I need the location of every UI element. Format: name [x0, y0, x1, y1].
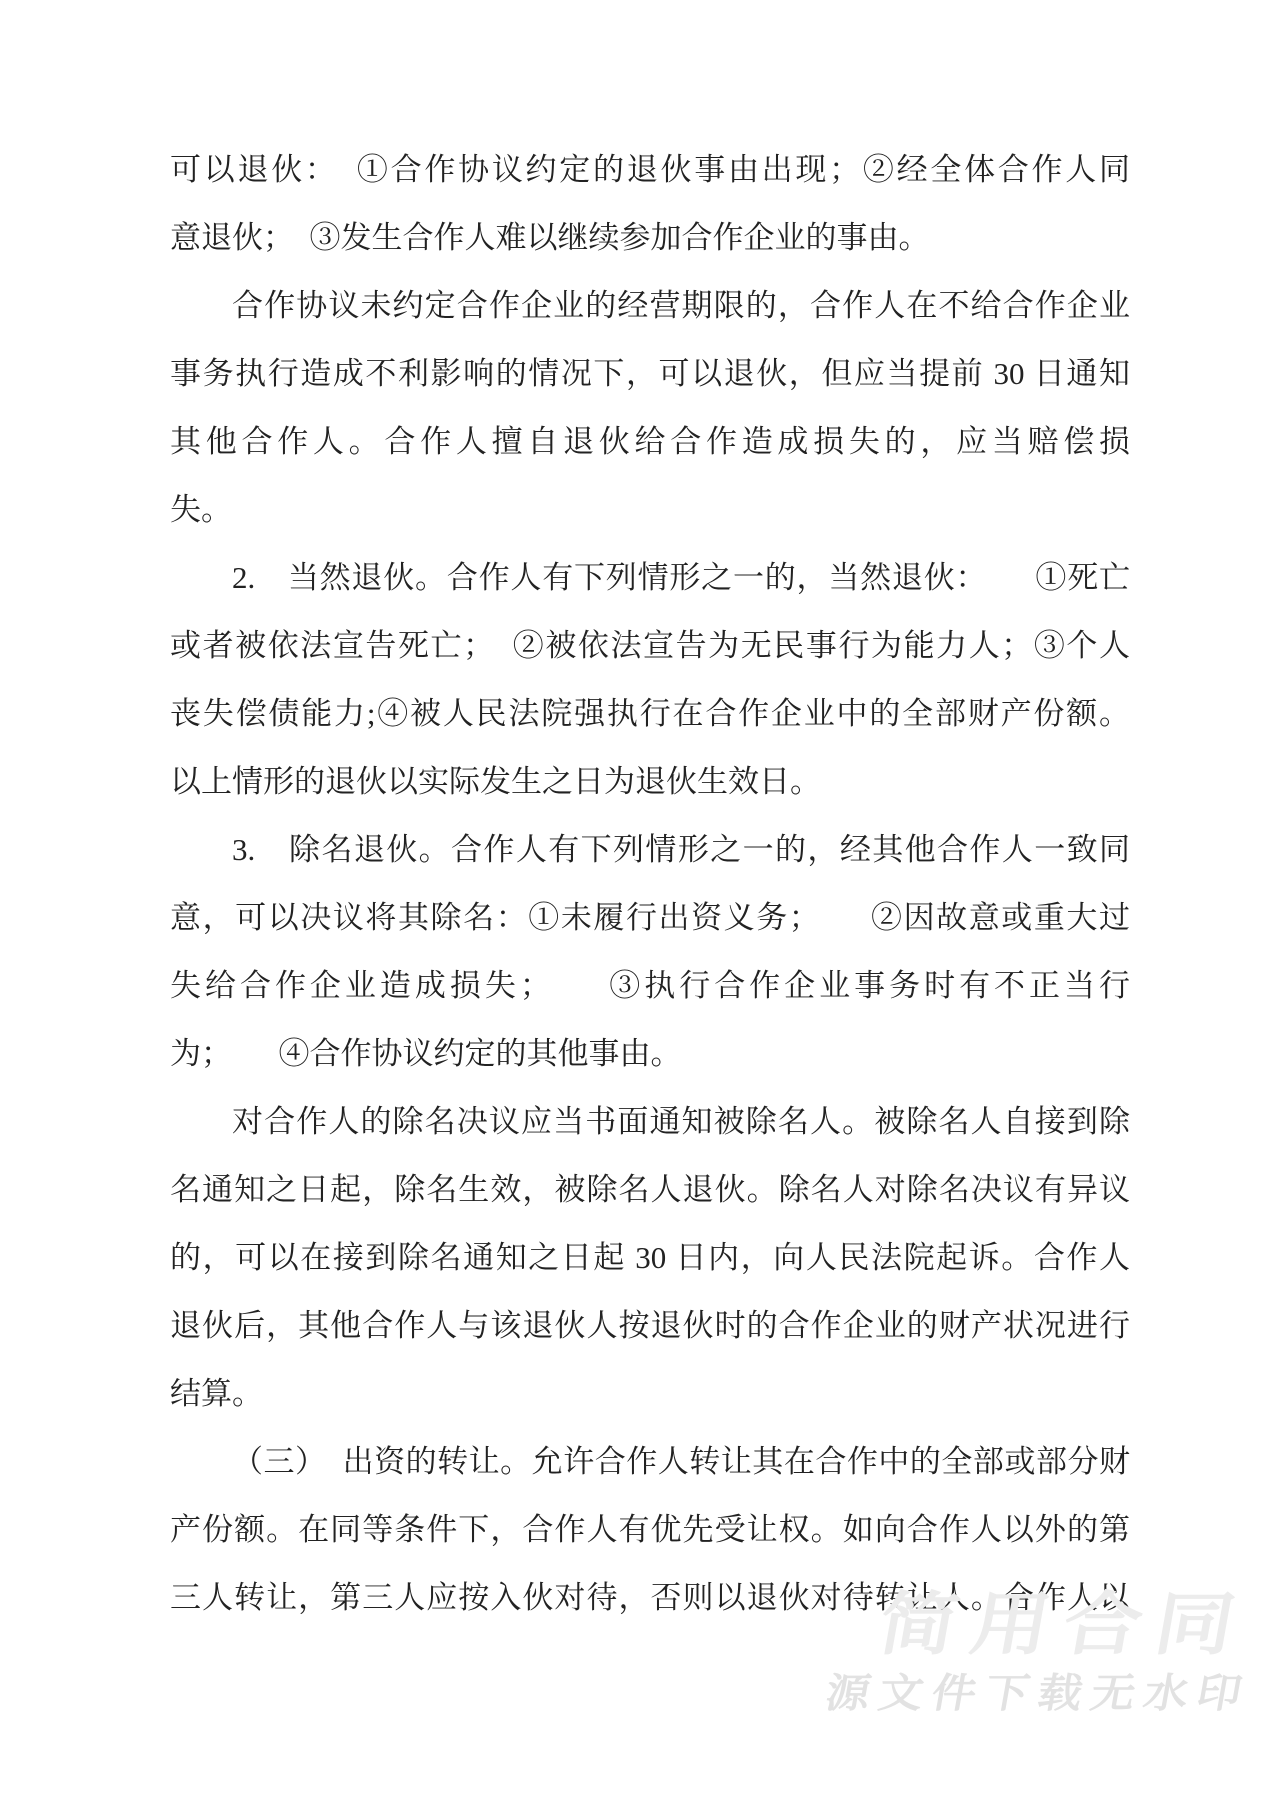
- text-line: 丧失偿债能力;④被人民法院强执行在合作企业中的全部财产份额。: [170, 696, 1130, 731]
- text-line: 2. 当然退伙。合作人有下列情形之一的，当然退伙： ①死亡: [232, 560, 1130, 595]
- text-line: 事务执行造成不利影响的情况下，可以退伙，但应当提前 30 日通知: [170, 356, 1130, 391]
- watermark-tagline: 源文件下载无水印: [822, 1671, 1255, 1717]
- text-line: 为； ④合作协议约定的其他事由。: [170, 1036, 682, 1071]
- text-line: 的，可以在接到除名通知之日起 30 日内，向人民法院起诉。合作人: [170, 1240, 1130, 1275]
- text-line: 退伙后，其他合作人与该退伙人按退伙时的合作企业的财产状况进行: [170, 1308, 1130, 1343]
- watermark-brand: 简用合同: [873, 1585, 1255, 1663]
- text-line: 合作协议未约定合作企业的经营期限的，合作人在不给合作企业: [232, 288, 1130, 323]
- text-line: 或者被依法宣告死亡； ②被依法宣告为无民事行为能力人；③个人: [170, 628, 1130, 663]
- text-line: 意，可以决议将其除名：①未履行出资义务； ②因故意或重大过: [170, 900, 1130, 935]
- text-line: 三人转让，第三人应按入伙对待，否则以退伙对待转让人。合作人以: [170, 1580, 1130, 1615]
- text-line: 失。: [170, 492, 232, 527]
- text-line: 名通知之日起，除名生效，被除名人退伙。除名人对除名决议有异议: [170, 1172, 1130, 1207]
- text-line: 可以退伙： ①合作协议约定的退伙事由出现；②经全体合作人同: [170, 152, 1130, 187]
- text-line: （三） 出资的转让。允许合作人转让其在合作中的全部或部分财: [232, 1444, 1130, 1479]
- text-line: 失给合作企业造成损失； ③执行合作企业事务时有不正当行: [170, 968, 1130, 1003]
- text-line: 以上情形的退伙以实际发生之日为退伙生效日。: [170, 764, 821, 799]
- document-body: [170, 136, 1130, 1632]
- text-line: 其他合作人。合作人擅自退伙给合作造成损失的，应当赔偿损: [170, 424, 1130, 459]
- text-line: 对合作人的除名决议应当书面通知被除名人。被除名人自接到除: [232, 1104, 1130, 1139]
- text-line: 结算。: [170, 1376, 263, 1411]
- text-line: 意退伙； ③发生合作人难以继续参加合作企业的事由。: [170, 220, 930, 255]
- text-line: 产份额。在同等条件下，合作人有优先受让权。如向合作人以外的第: [170, 1512, 1130, 1547]
- text-line: 3. 除名退伙。合作人有下列情形之一的，经其他合作人一致同: [232, 832, 1130, 867]
